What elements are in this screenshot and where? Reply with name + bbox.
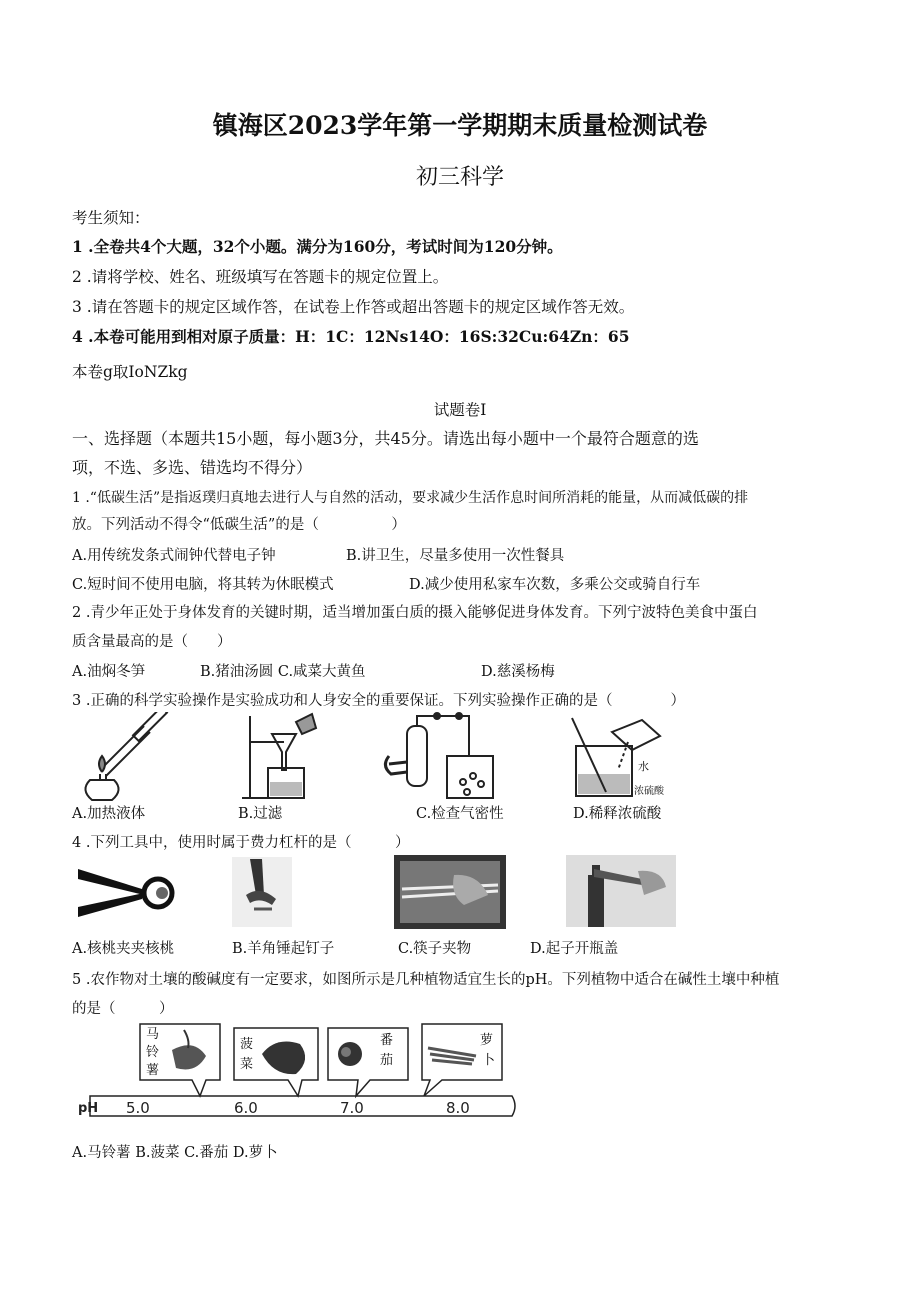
q3-fig-acid-label: 浓硫酸 bbox=[634, 786, 664, 797]
q5-ph-figure bbox=[76, 1020, 522, 1124]
potato-label-3: 薯 bbox=[146, 1063, 160, 1078]
potato-label-1: 马 bbox=[146, 1027, 160, 1042]
q4-fig-opener bbox=[566, 855, 676, 927]
plant-bubble-spinach bbox=[234, 1028, 318, 1096]
part1-heading-line2: 项，不选、多选、错选均不得分） bbox=[72, 458, 313, 477]
q5-stem-line2: 的是（ ） bbox=[72, 1001, 174, 1017]
q1-stem-line1: 1 .“低碳生活”是指返璞归真地去进行人与自然的活动，要求减少生活作息时间所消耗的能量，从而减低碳的排 bbox=[72, 490, 749, 506]
q3-option-c: C.检查气密性 bbox=[416, 806, 504, 822]
spinach-label-1: 菠 bbox=[240, 1037, 254, 1052]
q4-option-b: B.羊角锤起钉子 bbox=[232, 941, 335, 957]
q5-stem-line1: 5 .农作物对土壤的酸碱度有一定要求，如图所示是几种植物适宜生长的pH。下列植物中适合在碱性土壤中种植 bbox=[72, 972, 780, 988]
subject-title: 初三科学 bbox=[415, 165, 504, 190]
q4-fig-hammer bbox=[232, 857, 292, 927]
q3-option-b: B.过滤 bbox=[238, 806, 283, 822]
ph-axis-label: pH bbox=[78, 1101, 99, 1116]
q3-fig-filtration bbox=[242, 714, 316, 798]
q2-option-a: A.油焖冬笋 bbox=[72, 664, 146, 680]
spinach-label-2: 菜 bbox=[240, 1057, 254, 1072]
q5-options: A.马铃薯 B.菠菜 C.番茄 D.萝卜 bbox=[72, 1145, 278, 1161]
q3-fig-water-label: 水 bbox=[638, 760, 649, 773]
q3-fig-airtight bbox=[385, 713, 493, 798]
q3-figure bbox=[72, 712, 682, 802]
notice-item-3: 3 .请在答题卡的规定区域作答，在试卷上作答或超出答题卡的规定区域作答无效。 bbox=[72, 298, 635, 316]
notice-item-1: 1 .全卷共4个大题，32个小题。满分为160分，考试时间为120分钟。 bbox=[72, 237, 563, 256]
notice-heading: 考生须知： bbox=[72, 209, 150, 227]
ph-tick-8: 8.0 bbox=[446, 1099, 470, 1117]
q4-figure bbox=[72, 855, 682, 931]
potato-label-2: 铃 bbox=[146, 1045, 160, 1060]
section-label: 试题卷I bbox=[433, 401, 487, 419]
q4-option-c: C.筷子夹物 bbox=[398, 941, 472, 957]
q1-option-d: D.减少使用私家车次数，多乘公交或骑自行车 bbox=[409, 577, 701, 593]
ph-tick-7: 7.0 bbox=[340, 1099, 364, 1117]
notice-item-4: 4 .本卷可能用到相对原子质量：H：1C：12Ns14O：16S:32Cu:64Zn：65 bbox=[72, 327, 630, 346]
radish-label-2: 卜 bbox=[482, 1053, 496, 1068]
tomato-label-1: 番 bbox=[380, 1033, 394, 1048]
q4-fig-chopsticks bbox=[394, 855, 506, 929]
g-value-line: 本卷g取IoNZkg bbox=[72, 363, 188, 381]
q4-stem-line1: 4 .下列工具中，使用时属于费力杠杆的是（ ） bbox=[72, 835, 410, 851]
q4-fig-nutcracker bbox=[78, 869, 172, 917]
part1-heading-line1: 一、选择题（本题共15小题，每小题3分，共45分。请选出每小题中一个最符合题意的选 bbox=[72, 429, 699, 448]
radish-label-1: 萝 bbox=[480, 1033, 494, 1048]
tomato-label-2: 茄 bbox=[380, 1053, 394, 1068]
q3-fig-heating bbox=[85, 712, 167, 800]
q2-option-bc: B.猪油汤圆 C.咸菜大黄鱼 bbox=[200, 664, 366, 680]
q3-option-d: D.稀释浓硫酸 bbox=[573, 806, 662, 822]
plant-bubble-tomato bbox=[328, 1028, 408, 1096]
q2-option-d: D.慈溪杨梅 bbox=[481, 664, 555, 680]
page-title: 镇海区2023学年第一学期期末质量检测试卷 bbox=[212, 111, 708, 140]
q1-option-c: C.短时间不使用电脑，将其转为休眠模式 bbox=[72, 577, 334, 593]
ph-tick-5: 5.0 bbox=[126, 1099, 150, 1117]
q3-fig-dilute-acid bbox=[572, 718, 665, 797]
q4-option-d: D.起子开瓶盖 bbox=[530, 941, 619, 957]
q3-stem-line1: 3 .正确的科学实验操作是实验成功和人身安全的重要保证。下列实验操作正确的是（ ） bbox=[72, 693, 685, 709]
notice-item-2: 2 .请将学校、姓名、班级填写在答题卡的规定位置上。 bbox=[72, 268, 449, 286]
ph-tick-6: 6.0 bbox=[234, 1099, 258, 1117]
q1-option-a: A.用传统发条式闹钟代替电子钟 bbox=[72, 548, 276, 564]
q3-option-a: A.加热液体 bbox=[72, 806, 146, 822]
q2-stem-line1: 2 .青少年正处于身体发育的关键时期，适当增加蛋白质的摄入能够促进身体发育。下列宁波特色美食中蛋白 bbox=[72, 605, 758, 621]
q1-stem-line2: 放。下列活动不得令“低碳生活”的是（ ） bbox=[72, 517, 406, 533]
q1-option-b: B.讲卫生，尽量多使用一次性餐具 bbox=[346, 548, 565, 564]
plant-bubble-potato bbox=[140, 1024, 220, 1096]
q4-option-a: A.核桃夹夹核桃 bbox=[72, 941, 175, 957]
plant-bubble-radish bbox=[422, 1024, 502, 1096]
q2-stem-line2: 质含量最高的是（ ） bbox=[72, 634, 232, 650]
